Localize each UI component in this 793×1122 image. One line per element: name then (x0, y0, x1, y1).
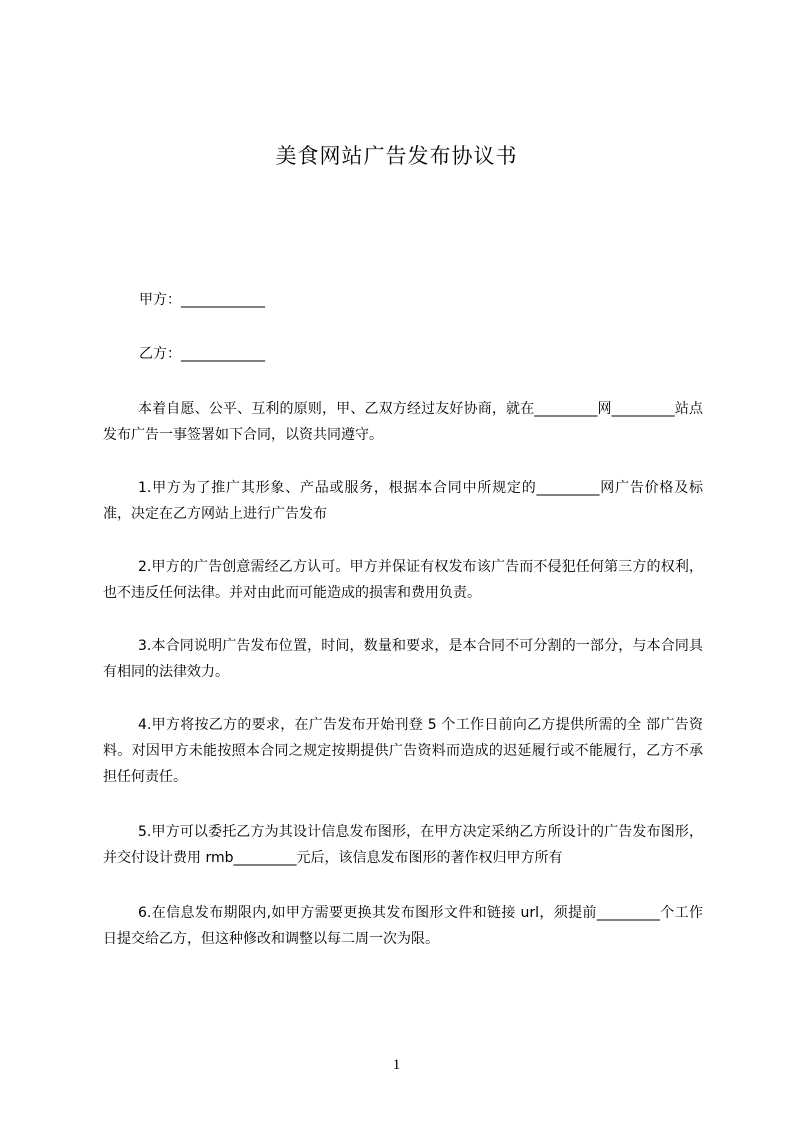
party-b-line: 乙方：____________ (139, 346, 265, 362)
clause-2: 2.甲方的广告创意需经乙方认可。甲方并保证有权发布该广告而不侵犯任何第三方的权利，也不违反任何法律。并对由此而可能造成的损害和费用负责。 (103, 559, 703, 601)
clause-3: 3.本合同说明广告发布位置，时间，数量和要求，是本合同不可分割的一部分，与本合同具有相同的法律效力。 (103, 638, 703, 680)
party-a-line: 甲方：____________ (139, 292, 265, 308)
clause-1: 1.甲方为了推广其形象、产品或服务，根据本合同中所规定的_________网广告价格及标准，决定在乙方网站上进行广告发布 (103, 480, 703, 522)
intro-paragraph: 本着自愿、公平、互利的原则，甲、乙双方经过友好协商，就在_________网_________站点发布广告一事签署如下合同，以资共同遵守。 (103, 401, 703, 443)
clause-6: 6.在信息发布期限内,如甲方需要更换其发布图形文件和链接 url，须提前_________个工作日提交给乙方，但这种修改和调整以每二周一次为限。 (103, 905, 703, 947)
clause-5: 5.甲方可以委托乙方为其设计信息发布图形，在甲方决定采纳乙方所设计的广告发布图形，并交付设计费用 rmb_________元后，该信息发布图形的著作权归甲方所有 (103, 824, 703, 866)
clause-4: 4.甲方将按乙方的要求，在广告发布开始刊登 5 个工作日前向乙方提供所需的全 部广告资料。对因甲方未能按照本合同之规定按期提供广告资料而造成的迟延履行或不能履行，乙方不承担任何责任。 (103, 717, 703, 785)
page-title: 美食网站广告发布协议书 (275, 144, 518, 168)
page-number: 1 (392, 1057, 401, 1073)
